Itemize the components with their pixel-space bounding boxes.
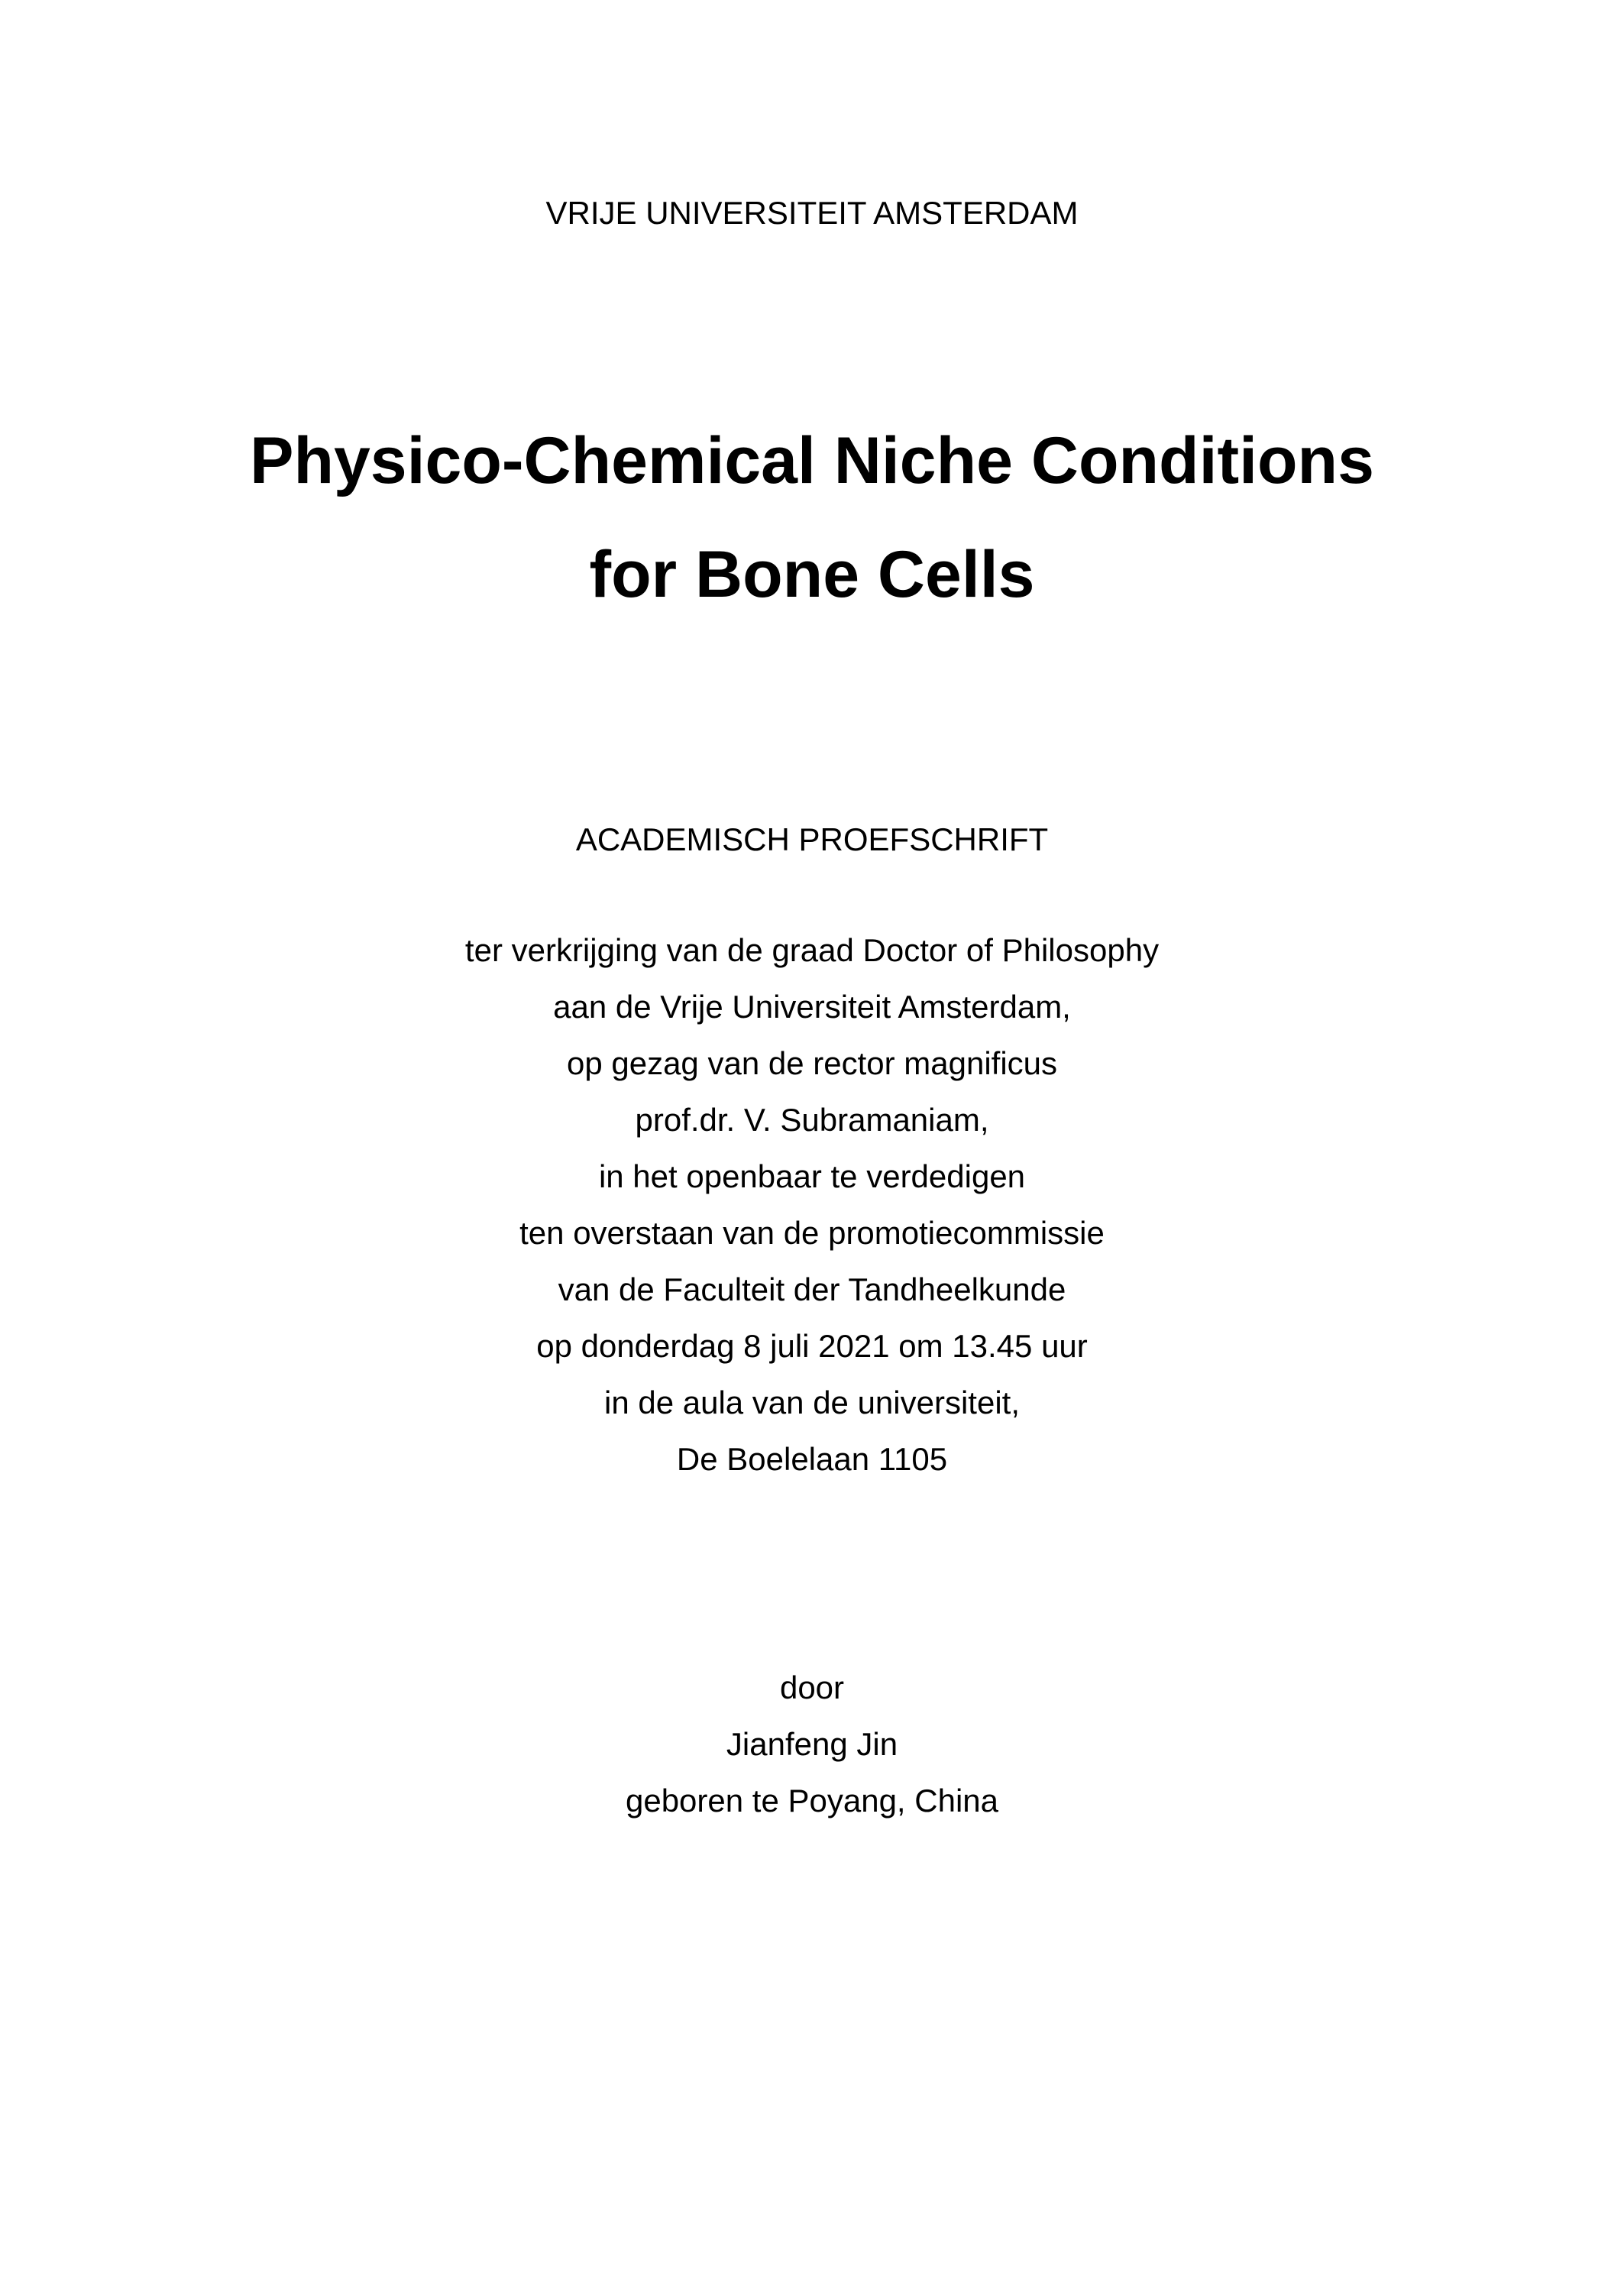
detail-line: in het openbaar te verdedigen — [598, 1158, 1026, 1194]
author-birthplace: geboren te Poyang, China — [625, 1783, 999, 1819]
university-name: VRIJE UNIVERSITEIT AMSTERDAM — [545, 195, 1079, 231]
thesis-title-line-1: Physico-Chemical Niche Conditions — [250, 424, 1374, 497]
detail-line: in de aula van de universiteit, — [603, 1385, 1020, 1420]
document-type: ACADEMISCH PROEFSCHRIFT — [575, 821, 1049, 857]
detail-line: ter verkrijging van de graad Doctor of Philosophy — [464, 932, 1160, 968]
author-info — [0, 1669, 1624, 1838]
author-name: Jianfeng Jin — [726, 1726, 898, 1762]
detail-line: ten overstaan van de promotiecommissie — [519, 1215, 1105, 1251]
thesis-title-line-2: for Bone Cells — [589, 538, 1035, 611]
detail-line: op gezag van de rector magnificus — [566, 1045, 1058, 1081]
detail-line: van de Faculteit der Tandheelkunde — [558, 1271, 1066, 1307]
detail-line: prof.dr. V. Subramaniam, — [635, 1102, 989, 1138]
detail-line: De Boelelaan 1105 — [676, 1441, 948, 1477]
detail-line: op donderdag 8 juli 2021 om 13.45 uur — [536, 1328, 1088, 1364]
defense-details — [0, 931, 1624, 1497]
author-prefix: door — [779, 1670, 845, 1705]
detail-line: aan de Vrije Universiteit Amsterdam, — [553, 989, 1071, 1025]
